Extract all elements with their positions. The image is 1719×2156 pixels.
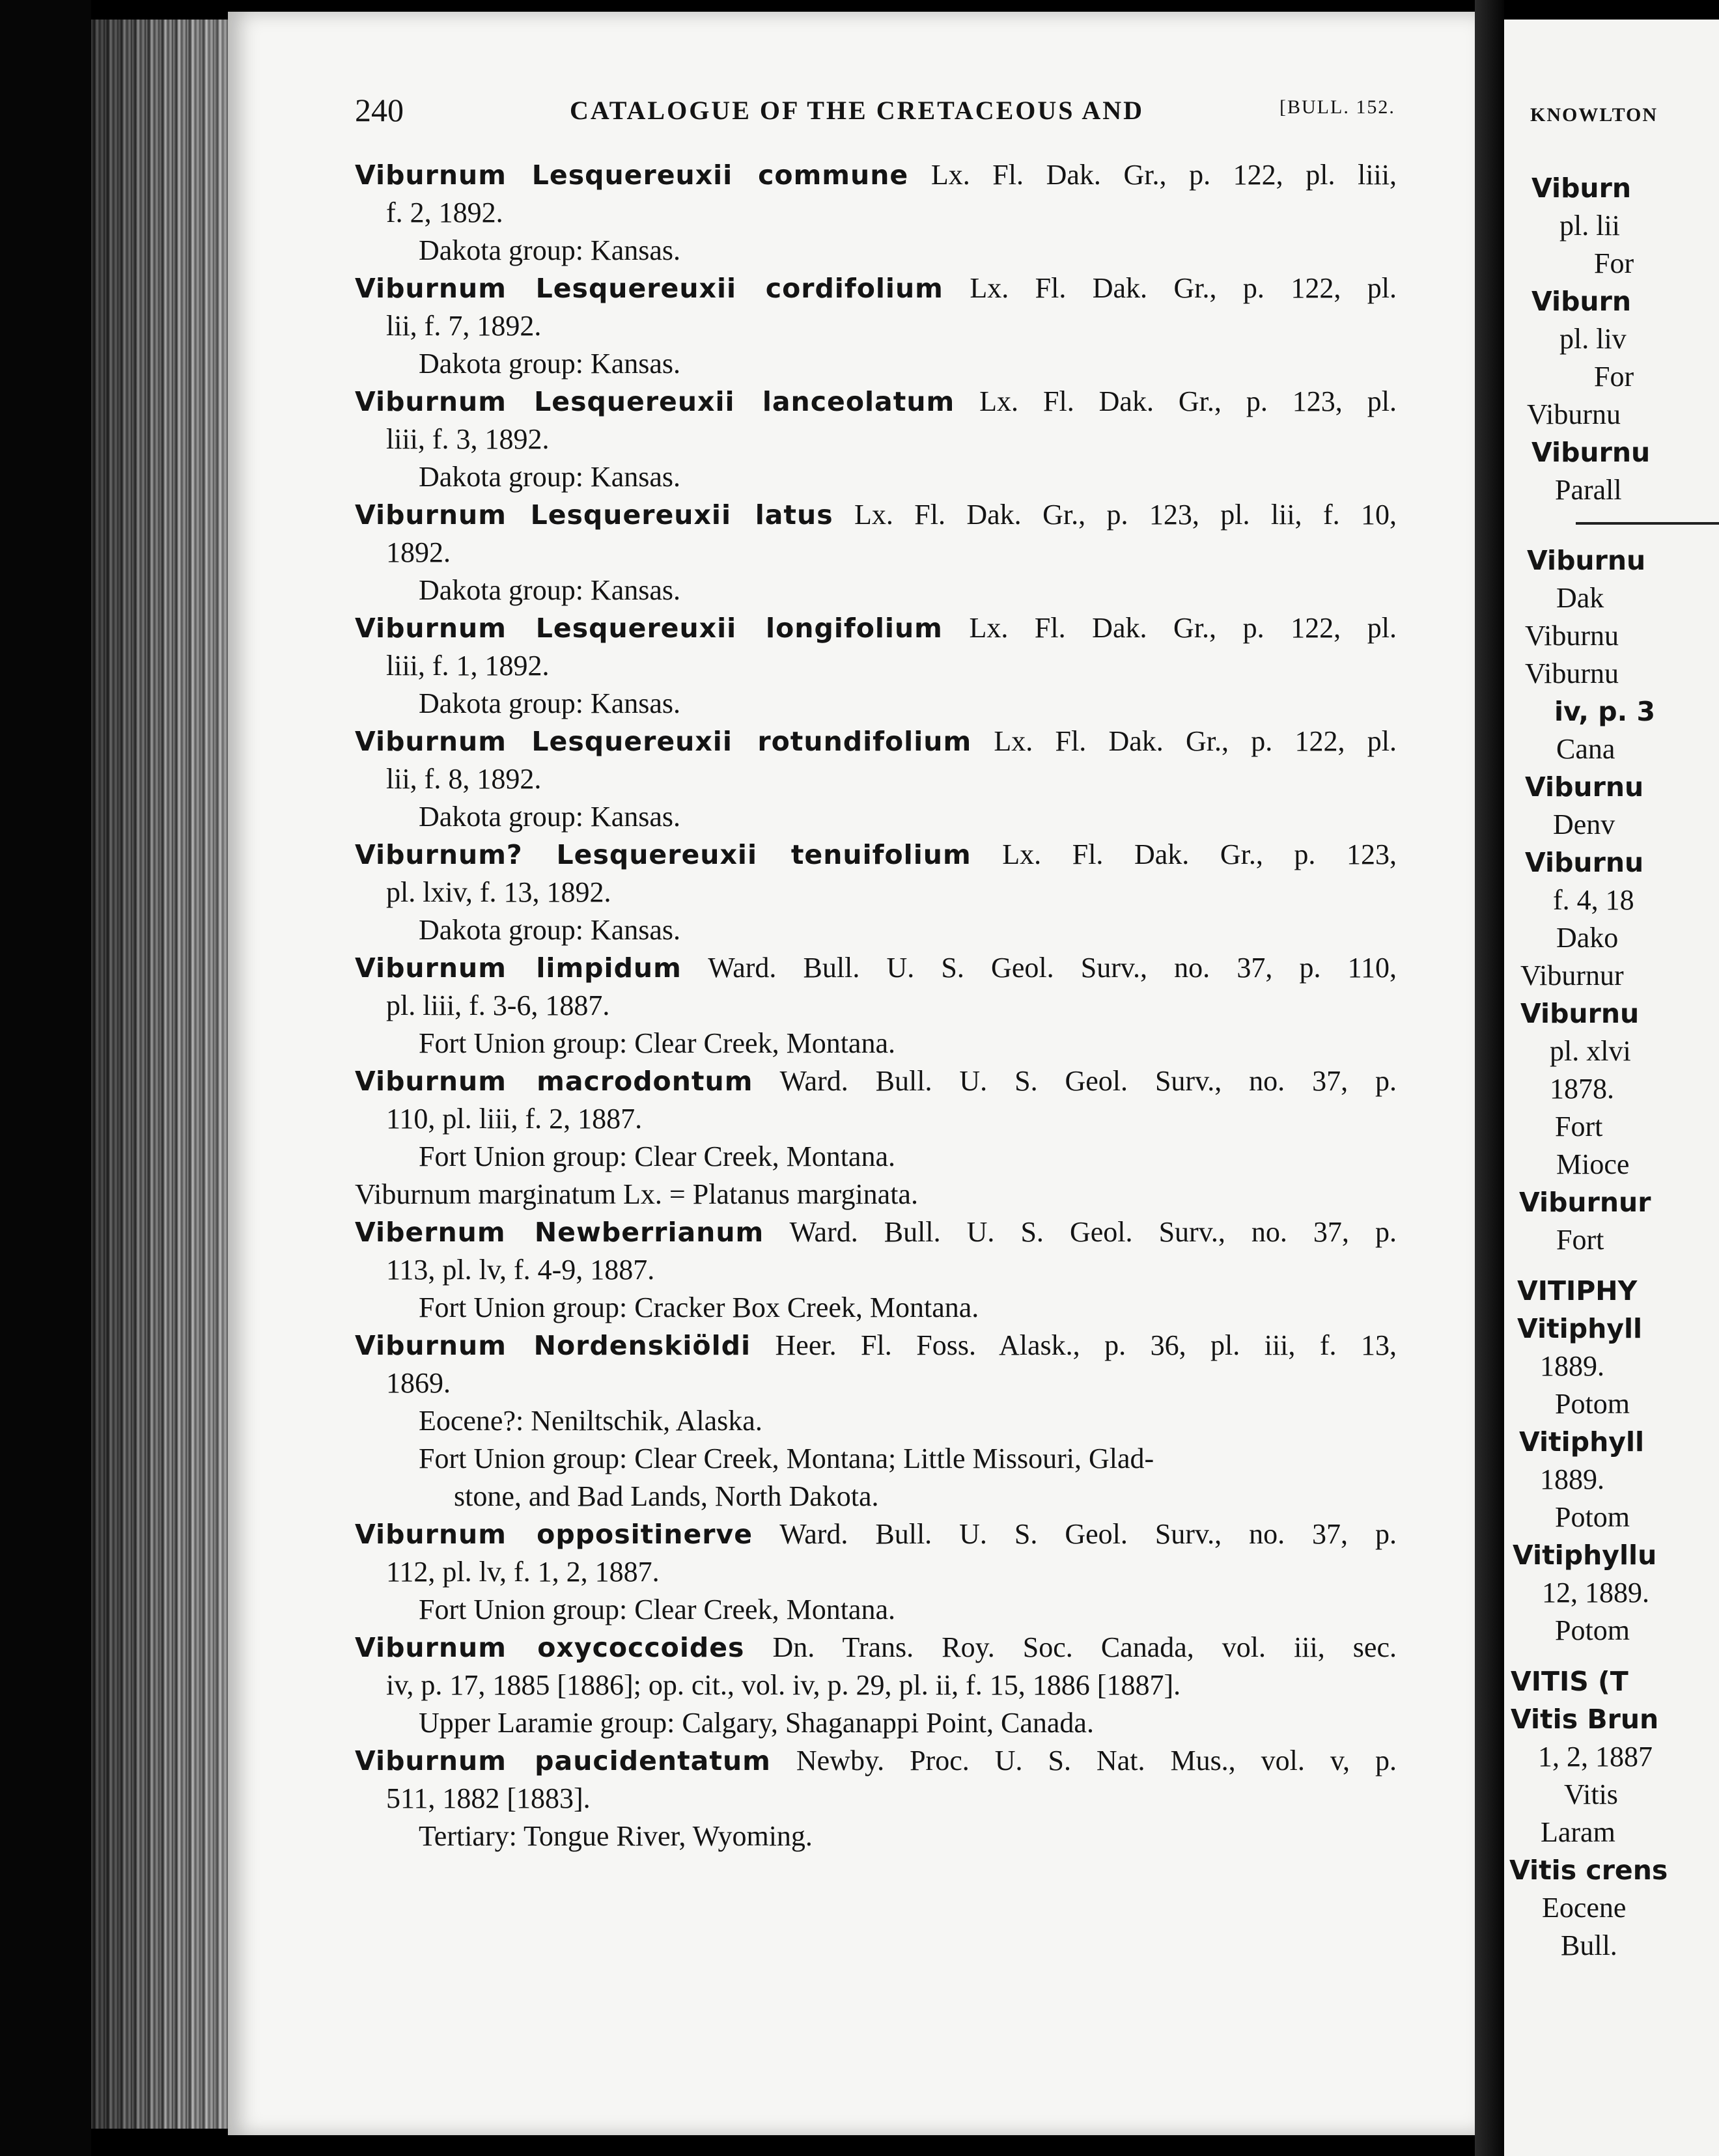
right-page-fragment-text: Fort <box>1556 1224 1604 1256</box>
right-page-fragment-text: Viburnu <box>1520 998 1640 1029</box>
right-page-fragment-text: Vitis <box>1564 1778 1618 1810</box>
section-rule <box>1576 522 1719 525</box>
species-name: Viburnum Nordenskiöldi <box>355 1330 751 1361</box>
catalogue-entry <box>355 496 1397 609</box>
citation-continuation: liii, f. 3, 1892. <box>386 423 550 455</box>
species-name: Viburnum paucidentatum <box>355 1745 771 1776</box>
citation: Newby. Proc. U. S. Nat. Mus., vol. v, p. <box>770 1745 1397 1776</box>
right-page-fragment-text: Viburnur <box>1519 1187 1651 1218</box>
right-page-fragment-text: Potom <box>1555 1388 1630 1420</box>
right-page-fragment-text: Mioce <box>1556 1148 1630 1180</box>
entry-first-line <box>355 723 1397 760</box>
running-title: CATALOGUE OF THE CRETACEOUS AND <box>570 96 1145 125</box>
locality-line: Upper Laramie group: Calgary, Shaganappi Point, Canada. <box>419 1707 1094 1739</box>
locality-line: Fort Union group: Clear Creek, Montana. <box>419 1594 895 1625</box>
citation-continuation: liii, f. 1, 1892. <box>386 650 550 682</box>
catalogue-entries <box>355 156 1397 1855</box>
locality-line: Dakota group: Kansas. <box>419 801 681 833</box>
citation-continuation: 113, pl. lv, f. 4-9, 1887. <box>386 1254 655 1286</box>
right-page-fragment-text: Vitis crens <box>1509 1855 1668 1886</box>
right-page-fragment-text: Parall <box>1555 474 1622 506</box>
right-page-fragment-text: Potom <box>1555 1501 1630 1533</box>
species-name: Viburnum Lesquereuxii longifolium <box>355 613 943 644</box>
catalogue-entry <box>355 1629 1397 1742</box>
citation-continuation: iv, p. 17, 1885 [1886]; op. cit., vol. iv, p. 29, pl. ii, f. 15, 1886 [1887]. <box>386 1669 1181 1701</box>
right-page-fragment-text: Dako <box>1556 922 1619 954</box>
citation: Lx. Fl. Dak. Gr., p. 122, pl. liii, <box>908 159 1397 191</box>
citation: Lx. Fl. Dak. Gr., p. 123, <box>971 838 1397 870</box>
right-page-fragment-text: VITIS (T <box>1511 1666 1628 1697</box>
locality-continuation: stone, and Bad Lands, North Dakota. <box>454 1480 879 1512</box>
right-page-fragment-text: Viburnu <box>1527 545 1646 576</box>
entry-first-line <box>355 836 1397 874</box>
right-page-fragment-text: For <box>1594 361 1634 393</box>
citation-continuation: 1869. <box>386 1367 451 1399</box>
entry-first-line <box>355 383 1397 421</box>
citation: Heer. Fl. Foss. Alask., p. 36, pl. iii, f. 13, <box>751 1329 1397 1361</box>
scan-background <box>0 0 91 2156</box>
right-page-fragment-text: VITIPHY <box>1517 1275 1638 1306</box>
page-header <box>355 91 1397 137</box>
entry-first-line <box>355 949 1397 987</box>
citation-continuation: 1892. <box>386 536 451 568</box>
book-gutter <box>1475 0 1504 2156</box>
bulletin-reference: [BULL. 152. <box>1279 96 1395 118</box>
right-page-fragment-text: Fort <box>1555 1111 1603 1142</box>
citation-continuation: lii, f. 7, 1892. <box>386 310 542 342</box>
locality-line: Eocene?: Neniltschik, Alaska. <box>419 1405 762 1437</box>
locality-line: Fort Union group: Clear Creek, Montana. <box>419 1140 895 1172</box>
right-page-fragment-text: 12, 1889. <box>1542 1577 1649 1609</box>
right-page-fragment-text: iv, p. 3 <box>1554 696 1656 727</box>
right-page-fragment-text: Viburnu <box>1525 620 1619 652</box>
synonym-entry: Viburnum marginatum Lx. = Platanus marginata. <box>355 1178 918 1210</box>
citation: Ward. Bull. U. S. Geol. Surv., no. 37, p. 110, <box>681 952 1397 984</box>
right-page-fragment-text: Vitiphyll <box>1517 1313 1643 1344</box>
citation-continuation: f. 2, 1892. <box>386 197 503 228</box>
catalogue-entry <box>355 270 1397 383</box>
right-page-fragment-text: 1889. <box>1540 1350 1604 1382</box>
citation-continuation: pl. liii, f. 3-6, 1887. <box>386 989 610 1021</box>
right-page-fragment-text: For <box>1594 247 1634 279</box>
locality-line: Dakota group: Kansas. <box>419 574 681 606</box>
citation-continuation: 112, pl. lv, f. 1, 2, 1887. <box>386 1556 660 1588</box>
catalogue-entry <box>355 1062 1397 1176</box>
catalogue-entry <box>355 836 1397 949</box>
right-page-fragment-text: Viburn <box>1531 286 1632 317</box>
right-page-fragment <box>1504 20 1719 2156</box>
right-page-header: KNOWLTON <box>1530 104 1658 126</box>
right-page-fragment-text: f. 4, 18 <box>1553 884 1634 916</box>
entry-first-line <box>355 156 1397 194</box>
locality-line: Fort Union group: Clear Creek, Montana; Little Missouri, Glad- <box>419 1443 1154 1474</box>
right-page-fragment-text: Eocene <box>1542 1892 1627 1924</box>
species-name: Viburnum Lesquereuxii latus <box>355 499 833 531</box>
locality-line: Fort Union group: Cracker Box Creek, Montana. <box>419 1292 979 1323</box>
species-name: Viburnum? Lesquereuxii tenuifolium <box>355 839 971 870</box>
catalogue-entry <box>355 156 1397 270</box>
citation: Lx. Fl. Dak. Gr., p. 122, pl. <box>942 612 1397 644</box>
right-page-fragment-text: Dak <box>1556 582 1604 614</box>
right-page-fragment-text: Bull. <box>1561 1929 1617 1961</box>
right-page-fragment-text: 1878. <box>1550 1073 1614 1105</box>
catalogue-entry <box>355 1327 1397 1515</box>
entry-first-line <box>355 1327 1397 1364</box>
entry-first-line <box>355 609 1397 647</box>
citation: Lx. Fl. Dak. Gr., p. 123, pl. lii, f. 10, <box>833 499 1397 531</box>
right-page-fragment-text: Laram <box>1541 1816 1615 1848</box>
entry-first-line <box>355 1742 1397 1780</box>
citation-continuation: 110, pl. liii, f. 2, 1887. <box>386 1103 643 1135</box>
catalogue-entry <box>355 1742 1397 1855</box>
entry-first-line <box>355 1213 1397 1251</box>
locality-line: Dakota group: Kansas. <box>419 914 681 946</box>
locality-line: Dakota group: Kansas. <box>419 687 681 719</box>
citation-continuation: lii, f. 8, 1892. <box>386 763 542 795</box>
right-page-fragment-text: 1, 2, 1887 <box>1538 1741 1653 1773</box>
citation: Ward. Bull. U. S. Geol. Surv., no. 37, p. <box>764 1216 1397 1248</box>
right-page-fragment-text: pl. lii <box>1559 210 1620 242</box>
entry-first-line <box>355 1629 1397 1666</box>
right-page-fragment-text: Denv <box>1553 808 1615 840</box>
citation-continuation: 511, 1882 [1883]. <box>386 1782 591 1814</box>
locality-line: Dakota group: Kansas. <box>419 461 681 493</box>
catalogue-entry <box>355 1515 1397 1629</box>
citation: Lx. Fl. Dak. Gr., p. 122, pl. <box>971 725 1397 757</box>
species-name: Vibernum Newberrianum <box>355 1217 764 1248</box>
locality-line: Fort Union group: Clear Creek, Montana. <box>419 1027 895 1059</box>
right-page-fragment-text: Vitis Brun <box>1511 1704 1659 1735</box>
citation: Ward. Bull. U. S. Geol. Surv., no. 37, p. <box>753 1065 1397 1097</box>
species-name: Viburnum Lesquereuxii lanceolatum <box>355 386 955 417</box>
citation: Ward. Bull. U. S. Geol. Surv., no. 37, p. <box>753 1518 1397 1550</box>
locality-line: Dakota group: Kansas. <box>419 348 681 380</box>
entry-first-line <box>355 270 1397 307</box>
right-page-fragment-text: pl. xlvi <box>1550 1035 1631 1067</box>
locality-line: Dakota group: Kansas. <box>419 234 681 266</box>
right-page-fragment-text: pl. liv <box>1559 323 1627 355</box>
right-page-fragment-text: Viburnu <box>1525 771 1644 803</box>
right-page-fragment-text: Viburnu <box>1527 398 1621 430</box>
catalogue-entry <box>355 723 1397 836</box>
right-page-fragment-text: 1889. <box>1540 1463 1604 1495</box>
catalogue-entry <box>355 949 1397 1062</box>
species-name: Viburnum macrodontum <box>355 1066 753 1097</box>
entry-first-line <box>355 1062 1397 1100</box>
citation: Lx. Fl. Dak. Gr., p. 123, pl. <box>955 385 1397 417</box>
right-page-fragment-text: Viburn <box>1531 173 1632 204</box>
right-page-fragment-text: Potom <box>1555 1614 1630 1646</box>
right-page-fragment-text: Viburnu <box>1525 657 1619 689</box>
locality-line: Tertiary: Tongue River, Wyoming. <box>419 1820 813 1852</box>
right-page-fragment-text: Viburnur <box>1520 960 1624 991</box>
species-name: Viburnum oxycoccoides <box>355 1632 745 1663</box>
right-page-fragment-text: Viburnu <box>1531 437 1651 468</box>
species-name: Viburnum Lesquereuxii commune <box>355 159 909 191</box>
citation: Dn. Trans. Roy. Soc. Canada, vol. iii, sec. <box>744 1631 1397 1663</box>
catalogue-entry <box>355 609 1397 723</box>
right-page-fragment-text: Viburnu <box>1525 847 1644 878</box>
species-name: Viburnum limpidum <box>355 952 682 984</box>
species-name: Viburnum Lesquereuxii rotundifolium <box>355 726 972 757</box>
catalogue-entry <box>355 1213 1397 1327</box>
right-page-text <box>1504 20 1719 2156</box>
right-page-fragment-text: Vitiphyll <box>1519 1426 1645 1458</box>
catalogue-entry <box>355 383 1397 496</box>
page-number: 240 <box>355 92 404 128</box>
book-edge-shadow <box>91 20 228 2129</box>
species-name: Viburnum oppositinerve <box>355 1519 753 1550</box>
citation-continuation: pl. lxiv, f. 13, 1892. <box>386 876 611 908</box>
entry-first-line <box>355 496 1397 534</box>
right-page-fragment-text: Cana <box>1556 733 1615 765</box>
citation: Lx. Fl. Dak. Gr., p. 122, pl. <box>943 272 1397 304</box>
entry-first-line <box>355 1515 1397 1553</box>
species-name: Viburnum Lesquereuxii cordifolium <box>355 273 943 304</box>
right-page-fragment-text: Vitiphyllu <box>1513 1540 1657 1571</box>
